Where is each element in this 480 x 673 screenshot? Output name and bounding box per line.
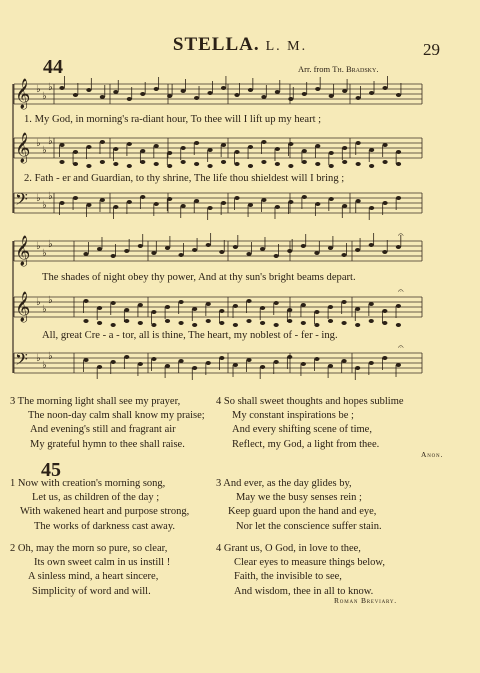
note-head [233, 245, 238, 249]
note-head [127, 200, 132, 204]
note-head [396, 304, 401, 308]
stanza-line: 3 The morning light shall see my prayer, [10, 396, 181, 407]
flat-icon: ♭ [48, 82, 53, 93]
note-head [73, 162, 78, 166]
note-head [287, 319, 292, 323]
stanza-line: 2 Oh, may the morn so pure, so clear, [10, 543, 168, 554]
note-head [234, 150, 239, 154]
note-head [302, 92, 307, 96]
flat-icon: ♭ [42, 145, 47, 156]
stanza-line: A sinless mind, a heart sincere, [28, 571, 159, 583]
arranger-prefix: Arr. from [298, 64, 331, 74]
note-head [165, 319, 170, 323]
lyric-line-2b: All, great Cre - a - tor, all is thine, The heart, my noblest of - fer - ing. [42, 330, 338, 341]
note-head [97, 321, 102, 325]
note-head [206, 243, 211, 247]
note-head [274, 254, 279, 258]
note-head [206, 319, 211, 323]
note-head [124, 249, 129, 253]
note-head [233, 304, 238, 308]
fermata-icon: 𝄐 [398, 286, 404, 297]
note-head [396, 93, 401, 97]
note-head [314, 323, 319, 327]
note-head [396, 150, 401, 154]
note-head [86, 145, 91, 149]
attribution-44: Anon. [421, 450, 444, 459]
stanza-line: Its own sweet calm in us instill ! [34, 557, 171, 569]
stanza-45-1 [10, 477, 189, 534]
note-head [356, 96, 361, 100]
note-head [369, 302, 374, 306]
page-number: 29 [423, 40, 440, 59]
note-head [151, 323, 156, 327]
note-head [234, 162, 239, 166]
stanza-line: Clear eyes to measure things below, [234, 557, 385, 569]
note-head [194, 96, 199, 100]
note-head [100, 95, 105, 99]
note-head [207, 91, 212, 95]
note-head [178, 321, 183, 325]
bass-clef-icon: 𝄢 [15, 189, 28, 213]
note-head [382, 160, 387, 164]
note-head [59, 201, 64, 205]
note-head [396, 245, 401, 249]
note-head [181, 89, 186, 93]
note-head [369, 319, 374, 323]
note-head [261, 198, 266, 202]
note-head [233, 363, 238, 367]
note-head [97, 306, 102, 310]
note-head [151, 251, 156, 255]
flat-icon: ♭ [36, 297, 41, 308]
note-head [86, 164, 91, 168]
note-head [301, 303, 306, 307]
note-head [248, 203, 253, 207]
note-head [111, 360, 116, 364]
stanza-line: Nor let the conscience suffer stain. [236, 520, 382, 532]
flat-icon: ♭ [48, 351, 53, 362]
stanza-line: 3 And ever, as the day glides by, [216, 478, 352, 489]
note-head [382, 250, 387, 254]
note-head [113, 90, 118, 94]
note-head [260, 365, 265, 369]
note-head [111, 254, 116, 258]
note-head [301, 321, 306, 325]
note-head [396, 196, 401, 200]
note-head [86, 203, 91, 207]
stanza-line: May we the busy senses rein ; [236, 492, 362, 504]
note-head [192, 307, 197, 311]
note-head [154, 87, 159, 91]
note-head [73, 150, 78, 154]
note-head [369, 164, 374, 168]
note-head [382, 86, 387, 90]
note-head [287, 249, 292, 253]
note-head [356, 141, 361, 145]
stanza-line: My constant inspirations be ; [232, 410, 354, 422]
note-head [261, 160, 266, 164]
note-head [329, 197, 334, 201]
note-head [248, 164, 253, 168]
fermata-icon: 𝄐 [398, 230, 404, 241]
note-head [260, 247, 265, 251]
note-head [260, 306, 265, 310]
flat-icon: ♭ [36, 193, 41, 204]
stanza-line: Simplicity of word and will. [32, 585, 151, 597]
note-head [59, 86, 64, 90]
note-head [382, 309, 387, 313]
note-head [113, 162, 118, 166]
flat-icon: ♭ [48, 191, 53, 202]
note-head [261, 140, 266, 144]
note-head [314, 310, 319, 314]
note-head [181, 160, 186, 164]
note-head [167, 197, 172, 201]
note-head [165, 364, 170, 368]
note-head [100, 198, 105, 202]
lyric-line-2a: The shades of night obey thy power, And at thy sun's bright beams depart. [42, 272, 356, 283]
note-head [342, 160, 347, 164]
note-head [138, 321, 143, 325]
note-head [274, 323, 279, 327]
note-head [328, 364, 333, 368]
note-head [97, 247, 102, 251]
note-head [382, 143, 387, 147]
stanza-line: Keep guard upon the hand and eye, [228, 506, 377, 518]
note-head [127, 142, 132, 146]
note-head [261, 95, 266, 99]
note-head [206, 302, 211, 306]
flat-icon: ♭ [36, 241, 41, 252]
note-head [124, 355, 129, 359]
note-head [246, 299, 251, 303]
note-head [233, 323, 238, 327]
stanza-44-3 [10, 395, 205, 452]
hymn-number-44: 44 [43, 56, 63, 78]
flat-icon: ♭ [48, 136, 53, 147]
note-head [275, 147, 280, 151]
stanza-line: And evening's still and fragrant air [30, 424, 176, 436]
note-head [192, 366, 197, 370]
note-head [234, 196, 239, 200]
note-head [194, 199, 199, 203]
stanza-44-4 [216, 395, 404, 452]
note-head [314, 357, 319, 361]
note-head [355, 248, 360, 252]
stanza-45-3 [216, 477, 382, 534]
flat-icon: ♭ [42, 248, 47, 259]
note-head [100, 160, 105, 164]
meter: L. M. [265, 39, 308, 54]
note-head [355, 366, 360, 370]
note-head [206, 361, 211, 365]
stanza-line: And wisdom, thee in all to know. [234, 585, 374, 597]
note-head [396, 162, 401, 166]
stanza-line: 4 So shall sweet thoughts and hopes sublime [216, 396, 404, 407]
note-head [315, 202, 320, 206]
note-head [341, 253, 346, 257]
note-head [369, 148, 374, 152]
stanza-line: The noon-day calm shall know my praise; [28, 410, 205, 422]
flat-icon: ♭ [42, 304, 47, 315]
note-head [83, 299, 88, 303]
note-head [328, 319, 333, 323]
note-head [396, 323, 401, 327]
flat-icon: ♭ [42, 200, 47, 211]
treble-clef-icon: 𝄞 [15, 236, 31, 266]
note-head [97, 365, 102, 369]
note-head [302, 149, 307, 153]
note-head [287, 308, 292, 312]
stanza-line: My grateful hymn to thee shall raise. [30, 438, 185, 450]
note-head [248, 145, 253, 149]
note-head [329, 164, 334, 168]
note-head [165, 305, 170, 309]
note-head [207, 164, 212, 168]
note-head [246, 319, 251, 323]
note-head [246, 358, 251, 362]
note-head [328, 246, 333, 250]
stanza-line: 4 Grant us, O God, in love to thee, [216, 543, 361, 554]
note-head [369, 206, 374, 210]
note-head [221, 160, 226, 164]
note-head [111, 323, 116, 327]
stanza-45-4 [216, 542, 385, 599]
attribution-45: Roman Breviary. [334, 596, 397, 605]
note-head [287, 355, 292, 359]
note-head [341, 359, 346, 363]
note-head [234, 93, 239, 97]
note-head [341, 300, 346, 304]
note-head [260, 321, 265, 325]
note-head [288, 97, 293, 101]
note-head [83, 252, 88, 256]
note-head [154, 144, 159, 148]
note-head [275, 205, 280, 209]
stanza-line: 1 Now with creation's morning song, [10, 478, 166, 489]
note-head [356, 199, 361, 203]
note-head [302, 160, 307, 164]
flat-icon: ♭ [36, 84, 41, 95]
note-head [178, 359, 183, 363]
note-head [181, 204, 186, 208]
stanza-45-2 [10, 542, 170, 599]
note-head [369, 243, 374, 247]
note-head [275, 90, 280, 94]
note-head [328, 305, 333, 309]
note-head [342, 204, 347, 208]
note-head [314, 251, 319, 255]
bass-clef-icon: 𝄢 [15, 349, 28, 373]
note-head [369, 361, 374, 365]
note-head [288, 200, 293, 204]
stanza-line: Let us, as children of the day ; [32, 492, 160, 504]
note-head [301, 362, 306, 366]
note-head [165, 246, 170, 250]
note-head [342, 89, 347, 93]
note-head [140, 160, 145, 164]
flat-icon: ♭ [36, 138, 41, 149]
note-head [315, 144, 320, 148]
note-head [138, 244, 143, 248]
note-head [167, 164, 172, 168]
note-head [207, 148, 212, 152]
note-head [329, 94, 334, 98]
note-head [221, 86, 226, 90]
stanza-line: With wakened heart and purpose strong, [20, 506, 190, 518]
note-head [301, 244, 306, 248]
note-head [192, 323, 197, 327]
note-head [329, 151, 334, 155]
note-head [355, 323, 360, 327]
note-head [124, 308, 129, 312]
note-head [154, 162, 159, 166]
note-head [124, 319, 129, 323]
note-head [356, 162, 361, 166]
stanza-line: Faith, the invisible to see, [234, 571, 342, 583]
note-head [302, 195, 307, 199]
treble-clef-icon: 𝄞 [15, 133, 31, 163]
note-head [342, 146, 347, 150]
note-head [113, 205, 118, 209]
note-head [315, 162, 320, 166]
note-head [113, 147, 118, 151]
note-head [59, 143, 64, 147]
lyric-line-1b: 2. Fath - er and Guardian, to thy shrine, The life thou shieldest will I bring ; [24, 173, 345, 184]
note-head [194, 141, 199, 145]
note-head [100, 140, 105, 144]
note-head [219, 356, 224, 360]
note-head [167, 151, 172, 155]
note-head [181, 146, 186, 150]
arranger-name: Th. Bradsky. [332, 64, 379, 74]
fermata-icon: 𝄐 [398, 342, 404, 353]
note-head [274, 360, 279, 364]
note-head [221, 143, 226, 147]
note-head [86, 88, 91, 92]
note-head [73, 196, 78, 200]
note-head [138, 362, 143, 366]
note-head [274, 301, 279, 305]
note-head [73, 93, 78, 97]
note-head [83, 358, 88, 362]
note-head [59, 160, 64, 164]
note-head [382, 321, 387, 325]
note-head [140, 195, 145, 199]
note-head [178, 253, 183, 257]
note-head [341, 321, 346, 325]
flat-icon: ♭ [42, 91, 47, 102]
treble-clef-icon: 𝄞 [15, 292, 31, 322]
note-head [355, 307, 360, 311]
stanza-line: And every shifting scene of time, [232, 424, 372, 436]
note-head [127, 97, 132, 101]
note-head [382, 356, 387, 360]
note-head [207, 206, 212, 210]
flat-icon: ♭ [48, 295, 53, 306]
note-head [219, 321, 224, 325]
note-head [315, 87, 320, 91]
note-head [111, 301, 116, 305]
note-head [219, 309, 224, 313]
note-head [138, 303, 143, 307]
note-head [396, 363, 401, 367]
note-head [151, 310, 156, 314]
tune-name: STELLA. [172, 34, 260, 55]
note-head [194, 162, 199, 166]
note-head [154, 202, 159, 206]
note-head [248, 88, 253, 92]
lyric-line-1a: 1. My God, in morning's ra-diant hour, To thee will I lift up my heart ; [24, 114, 322, 125]
note-head [382, 201, 387, 205]
note-head [83, 319, 88, 323]
note-head [288, 142, 293, 146]
note-head [219, 250, 224, 254]
flat-icon: ♭ [36, 353, 41, 364]
stanza-line: The works of darkness cast away. [34, 520, 176, 532]
note-head [192, 248, 197, 252]
note-head [246, 252, 251, 256]
hymn-number-45: 45 [41, 459, 61, 481]
flat-icon: ♭ [48, 239, 53, 250]
note-head [178, 300, 183, 304]
note-head [275, 162, 280, 166]
flat-icon: ♭ [42, 360, 47, 371]
note-head [221, 201, 226, 205]
note-head [288, 164, 293, 168]
note-head [167, 94, 172, 98]
note-head [140, 149, 145, 153]
note-head [127, 164, 132, 168]
note-head [369, 91, 374, 95]
note-head [140, 92, 145, 96]
treble-clef-icon: 𝄞 [15, 79, 31, 109]
stanza-line: Reflect, my God, a light from thee. [232, 438, 380, 450]
note-head [151, 357, 156, 361]
